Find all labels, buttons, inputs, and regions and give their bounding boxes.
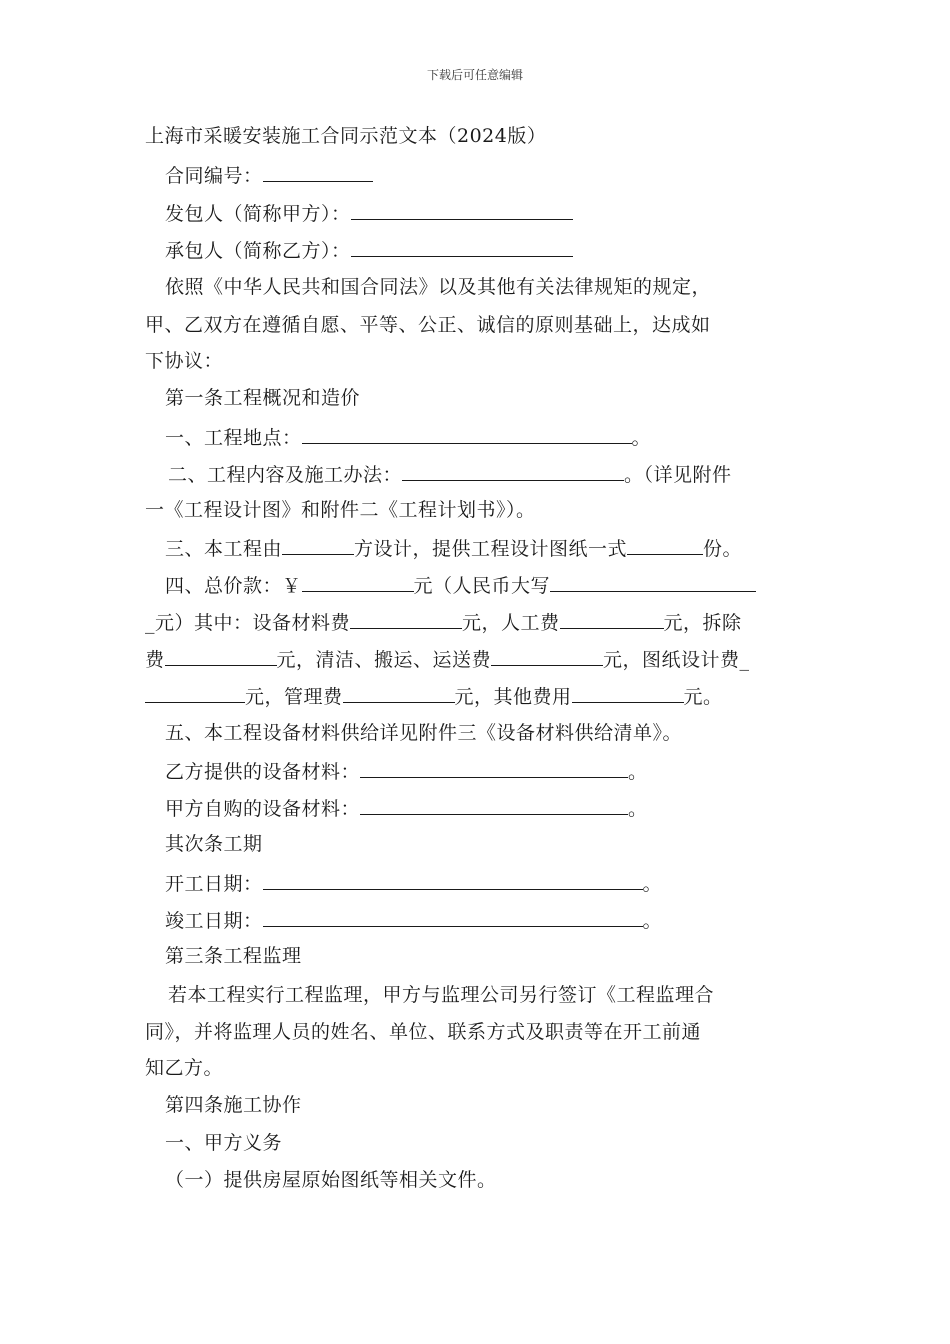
party-a-materials-line: 甲方自购的设备材料： 。 bbox=[165, 795, 835, 821]
party-a-blank[interactable] bbox=[351, 200, 573, 220]
preamble-line-3: 下协议： bbox=[145, 350, 224, 372]
start-date-blank[interactable] bbox=[263, 870, 643, 890]
attachment-ref-line: 一《工程设计图》和附件二《工程计划书》）。 bbox=[145, 499, 536, 521]
copies-blank[interactable] bbox=[627, 535, 703, 555]
party-b-materials-blank[interactable] bbox=[360, 758, 628, 778]
party-a-obligations-heading: 一、甲方义务 bbox=[165, 1132, 283, 1154]
cost-breakdown-line-3: 元，管理费 元，其他费用 元。 bbox=[145, 683, 815, 709]
article-1-heading: 第一条工程概况和造价 bbox=[165, 387, 361, 409]
obligation-item-1: （一）提供房屋原始图纸等相关文件。 bbox=[165, 1169, 497, 1191]
demolition-cost-blank[interactable] bbox=[165, 646, 277, 666]
preamble-line-1: 依照《中华人民共和国合同法》以及其他有关法律规矩的规定， bbox=[165, 276, 712, 298]
total-price-blank[interactable] bbox=[302, 572, 414, 592]
management-cost-blank[interactable] bbox=[343, 683, 455, 703]
supervision-line-2: 同》，并将监理人员的姓名、单位、联系方式及职责等在开工前通 bbox=[145, 1021, 702, 1043]
other-cost-blank[interactable] bbox=[572, 683, 684, 703]
preamble-line-2: 甲、乙双方在遵循自愿、平等、公正、诚信的原则基础上，达成如 bbox=[145, 314, 711, 336]
design-cost-blank[interactable] bbox=[145, 683, 245, 703]
completion-date-line: 竣工日期： 。 bbox=[165, 907, 835, 933]
project-content-line: 二、工程内容及施工办法： 。（详见附件 bbox=[168, 461, 838, 487]
project-location-blank[interactable] bbox=[302, 424, 632, 444]
party-b-blank[interactable] bbox=[351, 237, 573, 257]
design-line: 三、本工程由 方设计，提供工程设计图纸一式 份。 bbox=[165, 535, 835, 561]
supervision-line-1: 若本工程实行工程监理，甲方与监理公司另行签订《工程监理合 bbox=[168, 984, 715, 1006]
supervision-line-3: 知乙方。 bbox=[145, 1057, 224, 1079]
page-header: 下载后可任意编辑 bbox=[426, 68, 523, 82]
article-3-heading: 第三条工程监理 bbox=[165, 945, 302, 967]
labor-cost-blank[interactable] bbox=[560, 609, 664, 629]
cost-breakdown-line-1: _元）其中：设备材料费 元，人工费 元，拆除 bbox=[145, 609, 815, 635]
designer-blank[interactable] bbox=[282, 535, 354, 555]
article-2-heading: 其次条工期 bbox=[165, 833, 263, 855]
party-a-materials-blank[interactable] bbox=[360, 795, 628, 815]
total-price-words-blank[interactable] bbox=[550, 572, 756, 592]
cost-breakdown-line-2: 费 元，清洁、搬运、运送费 元，图纸设计费_ bbox=[145, 646, 815, 672]
contract-number-line: 合同编号： bbox=[165, 162, 835, 188]
materials-cost-blank[interactable] bbox=[350, 609, 462, 629]
party-a-line: 发包人（简称甲方）： bbox=[165, 200, 835, 226]
article-4-heading: 第四条施工协作 bbox=[165, 1094, 302, 1116]
contract-number-blank[interactable] bbox=[263, 162, 373, 182]
materials-supply-line: 五、本工程设备材料供给详见附件三《设备材料供给清单》。 bbox=[165, 722, 683, 744]
completion-date-blank[interactable] bbox=[263, 907, 643, 927]
party-b-materials-line: 乙方提供的设备材料： 。 bbox=[165, 758, 835, 784]
party-b-line: 承包人（简称乙方）： bbox=[165, 237, 835, 263]
total-price-line: 四、总价款：￥ 元（人民币大写 bbox=[165, 572, 835, 598]
project-content-blank[interactable] bbox=[402, 461, 624, 481]
project-location-line: 一、工程地点： 。 bbox=[165, 424, 835, 450]
start-date-line: 开工日期： 。 bbox=[165, 870, 835, 896]
transport-cost-blank[interactable] bbox=[491, 646, 603, 666]
document-title: 上海市采暖安装施工合同示范文本（2024版） bbox=[145, 125, 547, 147]
